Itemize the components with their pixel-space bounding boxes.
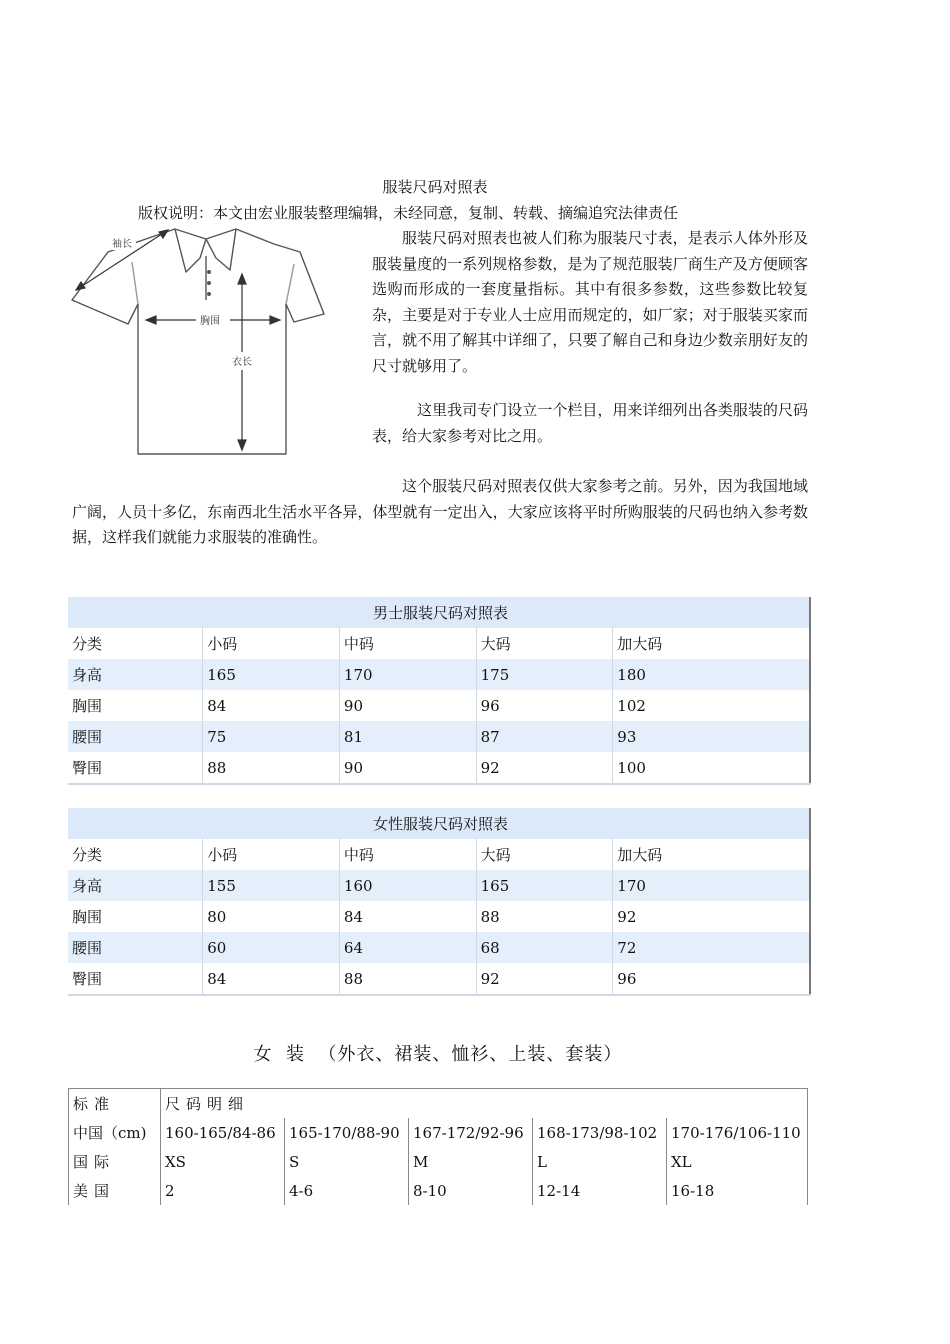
table-row <box>68 963 810 995</box>
table-header-cell: 中码 <box>339 839 476 870</box>
table-cell: 标准 <box>69 1089 161 1119</box>
table-header-cell: 分类 <box>72 635 103 653</box>
table-cell: XL <box>667 1147 808 1176</box>
men-size-table <box>68 597 811 785</box>
table-header-cell: 中码 <box>339 628 476 659</box>
table-cell: 84 <box>203 690 340 721</box>
table-row <box>68 628 810 659</box>
copyright-notice: 版权说明：本文由宏业服装整理编辑，未经同意，复制、转载、摘编追究法律责任 <box>138 204 679 222</box>
table-cell: 92 <box>476 963 613 995</box>
table-cell: M <box>409 1147 533 1176</box>
table-cell: 92 <box>476 752 613 784</box>
table-header-cell: 加大码 <box>613 839 810 870</box>
table-row <box>69 1147 808 1176</box>
table-header-cell: 分类 <box>72 846 103 864</box>
table-cell: 92 <box>613 901 810 932</box>
table-cell: 155 <box>203 870 340 901</box>
table-cell: 68 <box>476 932 613 963</box>
table-cell: 4-6 <box>285 1176 409 1205</box>
table-cell: 臀围 <box>72 759 103 777</box>
table-cell: 88 <box>476 901 613 932</box>
table-cell: 81 <box>339 721 476 752</box>
table-cell: 88 <box>339 963 476 995</box>
table-cell: 167-172/92-96 <box>409 1118 533 1147</box>
table-cell: 160 <box>339 870 476 901</box>
table-cell: 96 <box>476 690 613 721</box>
intro-paragraph-2 <box>372 398 808 449</box>
table-cell: 胸围 <box>72 908 103 926</box>
table-cell: 2 <box>161 1176 285 1205</box>
table-cell: 胸围 <box>72 697 103 715</box>
women-standard-heading: 女 装 （外衣、裙装、恤衫、上装、套装） <box>253 1044 623 1065</box>
intro-paragraph-1 <box>372 226 808 380</box>
intro-text-2: 这里我司专门设立一个栏目，用来详细列出各类服装的尺码表，给大家参考对比之用。 <box>372 401 808 445</box>
table-cell: 90 <box>339 690 476 721</box>
table-cell: 88 <box>203 752 340 784</box>
table-row <box>68 659 810 690</box>
table-cell: 165-170/88-90 <box>285 1118 409 1147</box>
table-row <box>68 752 810 784</box>
table-cell: 身高 <box>68 659 203 690</box>
table-cell: 180 <box>613 659 810 690</box>
table-cell: 尺码明细 <box>161 1089 808 1119</box>
table-cell: 170-176/106-110 <box>667 1118 808 1147</box>
table-row <box>69 1176 808 1205</box>
table-cell: 72 <box>613 932 810 963</box>
table-cell: 80 <box>203 901 340 932</box>
table-header-cell: 小码 <box>203 628 340 659</box>
table-cell: 165 <box>203 659 340 690</box>
table-cell: 8-10 <box>409 1176 533 1205</box>
table-cell: 84 <box>203 963 340 995</box>
table-cell: 60 <box>203 932 340 963</box>
intro-paragraph-3 <box>72 474 808 551</box>
table-cell: 美国 <box>69 1176 161 1205</box>
table-row <box>68 839 810 870</box>
table-cell: 100 <box>613 752 810 784</box>
table-header-cell: 大码 <box>476 839 613 870</box>
table-row <box>68 932 810 963</box>
table-header-cell: 小码 <box>203 839 340 870</box>
document-title: 服装尺码对照表 <box>382 178 488 196</box>
table-cell: 身高 <box>68 870 203 901</box>
table-cell: L <box>533 1147 667 1176</box>
table-cell: 160-165/84-86 <box>161 1118 285 1147</box>
shirt-measurement-diagram <box>68 222 328 460</box>
table-cell: 170 <box>613 870 810 901</box>
table-cell: 16-18 <box>667 1176 808 1205</box>
table-cell: 168-173/98-102 <box>533 1118 667 1147</box>
table-cell: 84 <box>339 901 476 932</box>
table-cell: 93 <box>613 721 810 752</box>
table-header-cell: 大码 <box>476 628 613 659</box>
table-cell: 175 <box>476 659 613 690</box>
intro-text-1: 服装尺码对照表也被人们称为服装尺寸表，是表示人体外形及服装量度的一系列规格参数，是为了规范服装厂商生产及方便顾客选购而形成的一套度量指标。其中有很多参数，这些参数比较复杂，主要是对于专业人士应用而规定的，如厂家；对于服装买家而言，就不用了解其中详细了，只要了解自己和身边少数亲朋好友的尺寸就够用了。 <box>372 229 808 375</box>
men-table-caption: 男士服装尺码对照表 <box>68 597 810 628</box>
table-cell: S <box>285 1147 409 1176</box>
women-table-caption: 女性服装尺码对照表 <box>68 808 810 839</box>
intro-text-3: 这个服装尺码对照表仅供大家参考之前。另外，因为我国地域广阔，人员十多亿，东南西北生活水平各异，体型就有一定出入，大家应该将平时所购服装的尺码也纳入参考数据，这样我们就能力求服装的准确性。 <box>72 477 808 547</box>
table-cell: 75 <box>203 721 340 752</box>
table-cell: 90 <box>339 752 476 784</box>
table-row <box>68 870 810 901</box>
table-cell: XS <box>161 1147 285 1176</box>
length-label: 衣长 <box>232 357 252 368</box>
table-row <box>68 690 810 721</box>
table-cell: 96 <box>613 963 810 995</box>
table-row <box>68 901 810 932</box>
sleeve-label: 袖长 <box>112 239 132 250</box>
women-size-table <box>68 808 811 996</box>
table-cell: 165 <box>476 870 613 901</box>
table-cell: 腰围 <box>68 932 203 963</box>
table-cell: 腰围 <box>68 721 203 752</box>
table-cell: 64 <box>339 932 476 963</box>
table-header-cell: 加大码 <box>613 628 810 659</box>
chest-label: 胸围 <box>200 316 220 327</box>
table-cell: 170 <box>339 659 476 690</box>
table-cell: 87 <box>476 721 613 752</box>
table-cell: 12-14 <box>533 1176 667 1205</box>
table-row <box>69 1089 808 1119</box>
table-row <box>69 1118 808 1147</box>
table-row <box>68 721 810 752</box>
table-cell: 中国（cm) <box>69 1118 161 1147</box>
women-standard-table <box>68 1088 808 1205</box>
table-cell: 102 <box>613 690 810 721</box>
table-cell: 国际 <box>69 1147 161 1176</box>
table-cell: 臀围 <box>72 970 103 988</box>
